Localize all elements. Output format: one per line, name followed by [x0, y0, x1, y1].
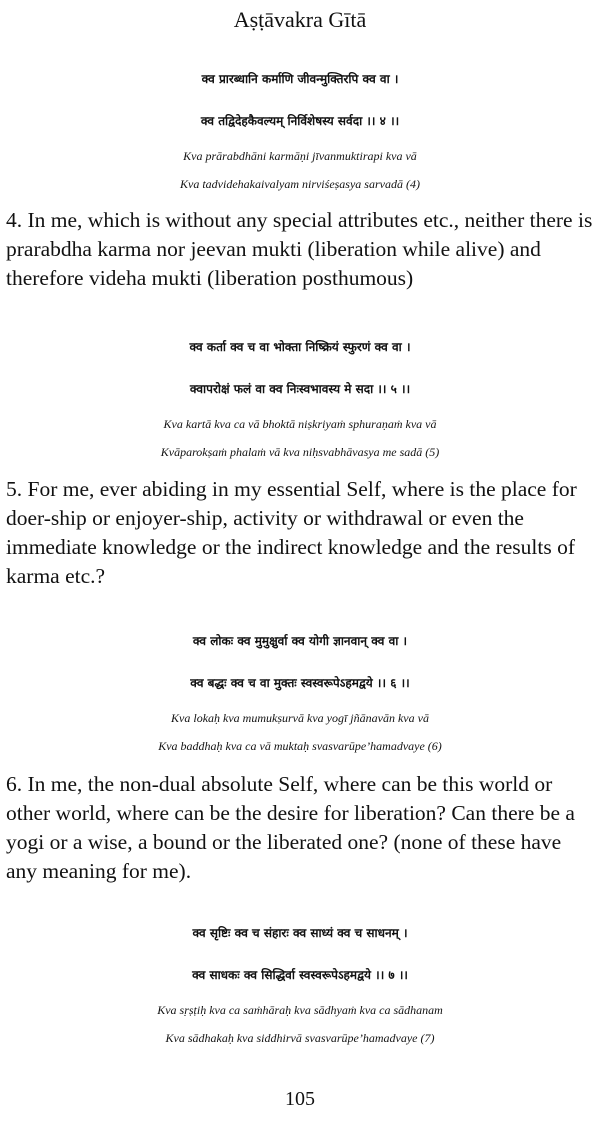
transliteration-line: Kva sṛṣṭiḥ kva ca saṁhāraḥ kva sādhyaṁ kva ca sādhanam	[157, 1003, 443, 1017]
sanskrit-line: क्व तद्विदेहकैवल्यम् निर्विशेषस्य सर्वदा ।। ४ ।।	[200, 114, 400, 128]
translation-6: 6. In me, the non-dual absolute Self, where can be this world or other world, where can be the desire for liberation? Can there be a yogi or a wise, a bound or the liberated one? (none of these have any meaning for me).	[6, 772, 575, 883]
sanskrit-line: क्व लोकः क्व मुमुक्षुर्वा क्व योगी ज्ञानवान् क्व वा ।	[192, 634, 408, 648]
sanskrit-line: क्व साधकः क्व सिद्धिर्वा स्वस्वरूपेऽहमद्वये ।। ७ ।।	[192, 968, 408, 982]
sanskrit-line: क्व कर्ता क्व च वा भोक्ता निष्क्रियं स्फुरणं क्व वा ।	[189, 340, 411, 354]
running-head: Aṣṭāvakra Gītā	[233, 7, 367, 32]
verse-7	[0, 912, 600, 1052]
verse-6	[0, 620, 600, 760]
transliteration-line: Kva tadvidehakaivalyam nirviśeṣasya sarvadā (4)	[180, 177, 420, 191]
transliteration-line: Kva prārabdhāni karmāṇi jīvanmuktirapi kva vā	[183, 149, 417, 163]
sanskrit-line: क्व सृष्टिः क्व च संहारः क्व साध्यं क्व च साधनम् ।	[192, 926, 408, 940]
page-number: 105	[285, 1088, 315, 1110]
sanskrit-line: क्वापरोक्षं फलं वा क्व निःस्वभावस्य मे सदा ।। ५ ।।	[189, 382, 411, 396]
translation-4: 4. In me, which is without any special attributes etc., neither there is prarabdha karma nor jeevan mukti (liberation while alive) and therefore videha mukti (liberation posthumous)	[6, 208, 593, 290]
sanskrit-line: क्व प्रारब्धानि कर्माणि जीवन्मुक्तिरपि क्व वा ।	[201, 72, 399, 86]
transliteration-line: Kva baddhaḥ kva ca vā muktaḥ svasvarūpe’hamadvaye (6)	[158, 739, 442, 753]
translation-5: 5. For me, ever abiding in my essential Self, where is the place for doer-ship or enjoyer-ship, activity or withdrawal or even the immediate knowledge or the indirect knowledge and the results of karma etc.?	[6, 477, 577, 588]
transliteration-line: Kva kartā kva ca vā bhoktā niṣkriyaṁ sphuraṇaṁ kva vā	[163, 417, 437, 431]
transliteration-line: Kvāparokṣaṁ phalaṁ vā kva niḥsvabhāvasya me sadā (5)	[160, 445, 440, 459]
verse-4	[0, 58, 600, 198]
transliteration-line: Kva lokaḥ kva mumukṣurvā kva yogī jñānavān kva vā	[171, 711, 429, 725]
sanskrit-line: क्व बद्धः क्व च वा मुक्तः स्वस्वरूपेऽहमद्वये ।। ६ ।।	[190, 676, 410, 690]
transliteration-line: Kva sādhakaḥ kva siddhirvā svasvarūpe’hamadvaye (7)	[165, 1031, 435, 1045]
verse-5	[0, 326, 600, 466]
